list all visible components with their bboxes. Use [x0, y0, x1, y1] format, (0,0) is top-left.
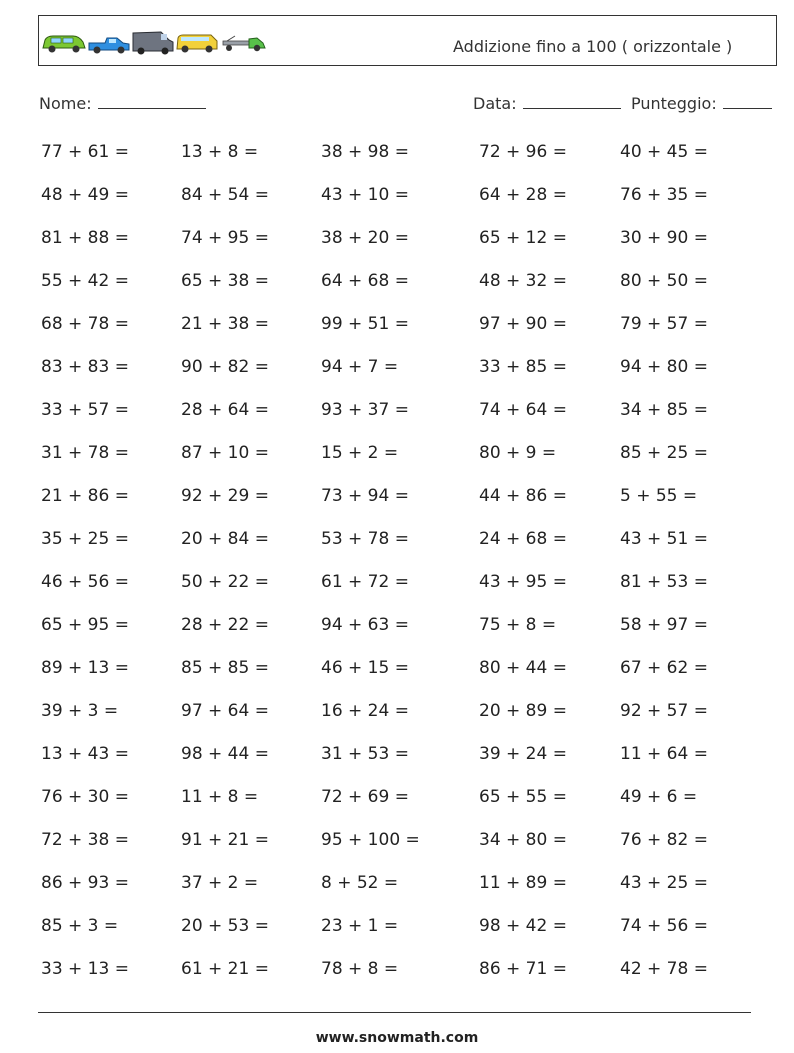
problem-r6-c1: 83 + 83 = — [41, 357, 129, 377]
score-field — [631, 94, 772, 113]
problem-r12-c1: 65 + 95 = — [41, 615, 129, 635]
problem-r11-c2: 50 + 22 = — [181, 572, 269, 592]
problem-r14-c1: 39 + 3 = — [41, 701, 119, 721]
problem-r2-c4: 64 + 28 = — [479, 185, 567, 205]
problem-r5-c4: 97 + 90 = — [479, 314, 567, 334]
problem-r20-c2: 61 + 21 = — [181, 959, 269, 979]
tow-truck-icon — [223, 36, 265, 51]
problem-r16-c4: 65 + 55 = — [479, 787, 567, 807]
problem-r18-c1: 86 + 93 = — [41, 873, 129, 893]
problem-r20-c1: 33 + 13 = — [41, 959, 129, 979]
problem-r19-c1: 85 + 3 = — [41, 916, 119, 936]
problem-r14-c5: 92 + 57 = — [620, 701, 708, 721]
problem-r15-c5: 11 + 64 = — [620, 744, 708, 764]
problem-r17-c1: 72 + 38 = — [41, 830, 129, 850]
problem-r11-c5: 81 + 53 = — [620, 572, 708, 592]
van-icon — [133, 32, 173, 55]
problem-r19-c5: 74 + 56 = — [620, 916, 708, 936]
problem-r5-c5: 79 + 57 = — [620, 314, 708, 334]
problem-r12-c4: 75 + 8 = — [479, 615, 557, 635]
problem-r2-c5: 76 + 35 = — [620, 185, 708, 205]
score-line — [723, 107, 772, 109]
problem-r7-c3: 93 + 37 = — [321, 400, 409, 420]
problem-r13-c2: 85 + 85 = — [181, 658, 269, 678]
date-label: Data: — [473, 94, 517, 113]
header-box — [38, 15, 777, 66]
problem-r6-c3: 94 + 7 = — [321, 357, 399, 377]
problem-r19-c4: 98 + 42 = — [479, 916, 567, 936]
problem-r20-c3: 78 + 8 = — [321, 959, 399, 979]
problem-r16-c2: 11 + 8 = — [181, 787, 259, 807]
footer-url: www.snowmath.com — [315, 1030, 479, 1046]
date-field — [473, 94, 621, 113]
problem-r8-c4: 80 + 9 = — [479, 443, 557, 463]
problem-r18-c4: 11 + 89 = — [479, 873, 567, 893]
problem-r11-c1: 46 + 56 = — [41, 572, 129, 592]
problem-r5-c1: 68 + 78 = — [41, 314, 129, 334]
problem-r1-c4: 72 + 96 = — [479, 142, 567, 162]
problem-r19-c2: 20 + 53 = — [181, 916, 269, 936]
problem-r8-c2: 87 + 10 = — [181, 443, 269, 463]
problem-r8-c3: 15 + 2 = — [321, 443, 399, 463]
problem-r16-c3: 72 + 69 = — [321, 787, 409, 807]
problem-r14-c3: 16 + 24 = — [321, 701, 409, 721]
problem-r18-c5: 43 + 25 = — [620, 873, 708, 893]
footer-divider — [38, 1012, 751, 1013]
problem-r11-c3: 61 + 72 = — [321, 572, 409, 592]
problem-r6-c5: 94 + 80 = — [620, 357, 708, 377]
problem-r9-c5: 5 + 55 = — [620, 486, 698, 506]
problem-r12-c5: 58 + 97 = — [620, 615, 708, 635]
problem-r2-c3: 43 + 10 = — [321, 185, 409, 205]
problem-r7-c5: 34 + 85 = — [620, 400, 708, 420]
problem-r6-c2: 90 + 82 = — [181, 357, 269, 377]
problem-r17-c5: 76 + 82 = — [620, 830, 708, 850]
vehicle-strip — [41, 28, 271, 56]
problem-r14-c2: 97 + 64 = — [181, 701, 269, 721]
problem-r13-c1: 89 + 13 = — [41, 658, 129, 678]
problem-r2-c2: 84 + 54 = — [181, 185, 269, 205]
name-line — [98, 107, 206, 109]
problem-r16-c5: 49 + 6 = — [620, 787, 698, 807]
problem-r3-c4: 65 + 12 = — [479, 228, 567, 248]
problem-r14-c4: 20 + 89 = — [479, 701, 567, 721]
problem-r10-c1: 35 + 25 = — [41, 529, 129, 549]
problem-r7-c1: 33 + 57 = — [41, 400, 129, 420]
worksheet-title: Addizione fino a 100 ( orizzontale ) — [453, 37, 733, 56]
minibus-icon — [177, 35, 217, 53]
problem-r5-c3: 99 + 51 = — [321, 314, 409, 334]
problem-r3-c5: 30 + 90 = — [620, 228, 708, 248]
problem-r15-c3: 31 + 53 = — [321, 744, 409, 764]
problem-r10-c3: 53 + 78 = — [321, 529, 409, 549]
problem-r17-c4: 34 + 80 = — [479, 830, 567, 850]
problem-r5-c2: 21 + 38 = — [181, 314, 269, 334]
problem-r16-c1: 76 + 30 = — [41, 787, 129, 807]
suv-icon — [43, 36, 85, 53]
problem-r9-c3: 73 + 94 = — [321, 486, 409, 506]
problem-r10-c2: 20 + 84 = — [181, 529, 269, 549]
problem-r1-c2: 13 + 8 = — [181, 142, 259, 162]
problem-r4-c1: 55 + 42 = — [41, 271, 129, 291]
problem-r7-c4: 74 + 64 = — [479, 400, 567, 420]
problem-r13-c3: 46 + 15 = — [321, 658, 409, 678]
problem-r18-c3: 8 + 52 = — [321, 873, 399, 893]
problem-r4-c4: 48 + 32 = — [479, 271, 567, 291]
problem-r12-c2: 28 + 22 = — [181, 615, 269, 635]
problem-r20-c4: 86 + 71 = — [479, 959, 567, 979]
problem-r15-c1: 13 + 43 = — [41, 744, 129, 764]
problem-r13-c5: 67 + 62 = — [620, 658, 708, 678]
problem-r9-c2: 92 + 29 = — [181, 486, 269, 506]
problem-r8-c5: 85 + 25 = — [620, 443, 708, 463]
name-label: Nome: — [39, 94, 92, 113]
problem-r19-c3: 23 + 1 = — [321, 916, 399, 936]
problem-r13-c4: 80 + 44 = — [479, 658, 567, 678]
problem-r10-c5: 43 + 51 = — [620, 529, 708, 549]
problem-r9-c4: 44 + 86 = — [479, 486, 567, 506]
problem-r18-c2: 37 + 2 = — [181, 873, 259, 893]
date-line — [523, 107, 621, 109]
problem-r3-c1: 81 + 88 = — [41, 228, 129, 248]
problem-r4-c2: 65 + 38 = — [181, 271, 269, 291]
problem-r3-c2: 74 + 95 = — [181, 228, 269, 248]
problem-r20-c5: 42 + 78 = — [620, 959, 708, 979]
problem-r3-c3: 38 + 20 = — [321, 228, 409, 248]
problem-r11-c4: 43 + 95 = — [479, 572, 567, 592]
name-field — [39, 94, 206, 113]
problem-r2-c1: 48 + 49 = — [41, 185, 129, 205]
problem-r1-c5: 40 + 45 = — [620, 142, 708, 162]
problem-r15-c4: 39 + 24 = — [479, 744, 567, 764]
problem-r12-c3: 94 + 63 = — [321, 615, 409, 635]
problem-r6-c4: 33 + 85 = — [479, 357, 567, 377]
problem-r9-c1: 21 + 86 = — [41, 486, 129, 506]
problem-r10-c4: 24 + 68 = — [479, 529, 567, 549]
problem-r1-c1: 77 + 61 = — [41, 142, 129, 162]
problem-r15-c2: 98 + 44 = — [181, 744, 269, 764]
pickup-truck-icon — [89, 38, 129, 54]
problem-r4-c5: 80 + 50 = — [620, 271, 708, 291]
problem-r1-c3: 38 + 98 = — [321, 142, 409, 162]
score-label: Punteggio: — [631, 94, 717, 113]
problem-r17-c2: 91 + 21 = — [181, 830, 269, 850]
problem-r7-c2: 28 + 64 = — [181, 400, 269, 420]
problem-r4-c3: 64 + 68 = — [321, 271, 409, 291]
problem-r8-c1: 31 + 78 = — [41, 443, 129, 463]
problem-r17-c3: 95 + 100 = — [321, 830, 420, 850]
